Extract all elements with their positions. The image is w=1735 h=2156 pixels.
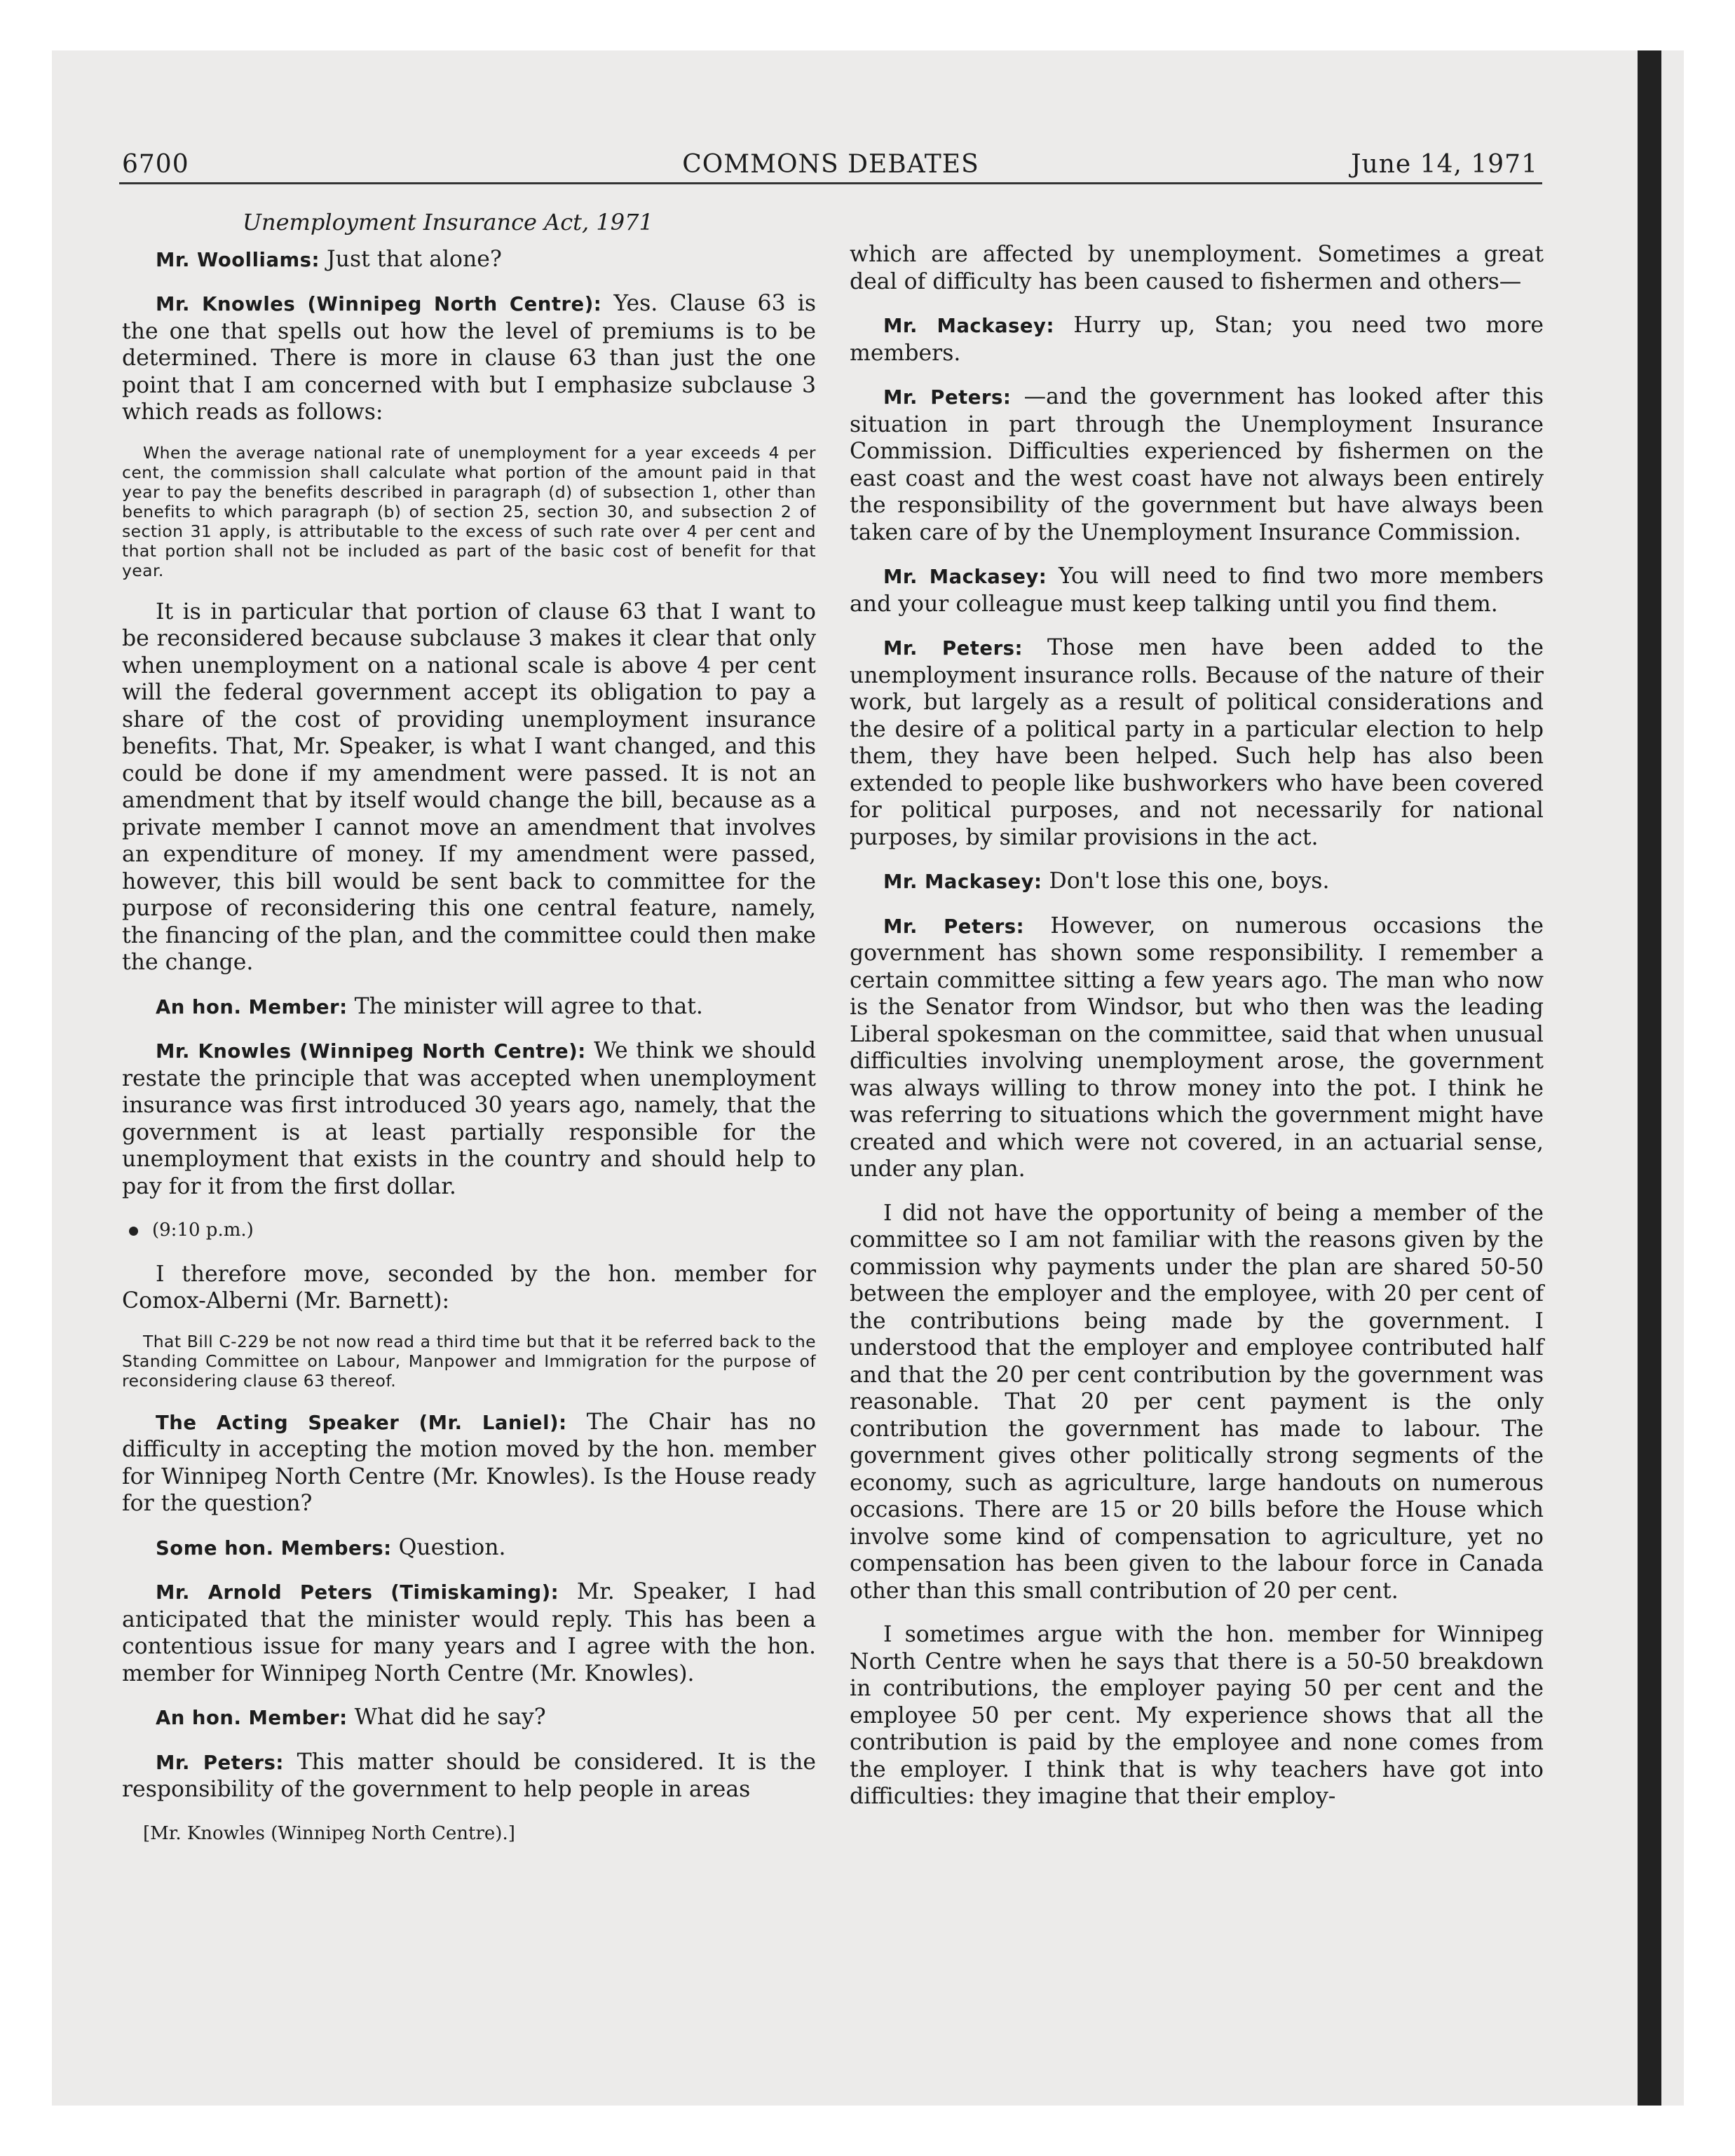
speech-text: However, on numerous occasions the government has shown some responsibility. I remember a certain committee sitting a few years ago. The man who now is the Senator from Windsor, but who then was the leading Liberal spokesman on the committee, said that when unusual difficulties involving unemployment arose, the government was always willing to throw money into the pot. I think he was referring to situations which the government might have created and which were not covered, in an actuarial sense, under any plan. [850, 913, 1544, 1182]
time-text: (9:10 p.m.) [152, 1220, 254, 1241]
speaker-name: Mr. Arnold Peters (Timiskaming): [156, 1581, 559, 1604]
speech-text: Those men have been added to the unemployment insurance rolls. Because of the nature of their work, but largely as a result of political considerations and the desire of a political party in a particular election to help them, they have been helped. Such help has also been extended to people like bushworkers who have been covered for political purposes, and not necessarily for national purposes, by similar provisions in the act. [850, 635, 1544, 850]
page-number: 6700 [122, 150, 189, 179]
speech-paragraph: which are affected by unemployment. Sometimes a great deal of difficulty has been caused to fishermen and others— [850, 242, 1544, 294]
speech-paragraph [850, 868, 1544, 896]
speech-paragraph [122, 246, 816, 274]
speaker-name: Mr. Peters: [883, 915, 1025, 938]
speech-paragraph: It is in particular that portion of clause 63 that I want to be reconsidered because subclause 3 makes it clear that only when unemployment on a national scale is above 4 per cent will the federal government accept its obligation to pay a share of the cost of providing unemployment insurance benefits. That, Mr. Speaker, is what I want changed, and this could be done if my amendment were passed. It is not an amendment that by itself would change the bill, because as a private member I cannot move an amendment that involves an expenditure of money. If my amendment were passed, however, this bill would be sent back to committee for the purpose of reconsidering this one central feature, namely, the financing of the plan, and the committee could then make the change. [122, 599, 816, 975]
speech-text: We think we should restate the principle that was accepted when unemployment insurance was first introduced 30 years ago, namely, that the government is at least partially responsible for the unemployment that exists in the country and should help to pay for it from the first dollar. [122, 1038, 816, 1199]
speaker-name: Mr. Mackasey: [883, 566, 1047, 588]
speech-paragraph: I therefore move, seconded by the hon. member for Comox-Alberni (Mr. Barnett): [122, 1261, 816, 1314]
speech-paragraph [850, 383, 1544, 546]
speaker-name: Mr. Peters: [156, 1751, 284, 1774]
time-marker [122, 1217, 816, 1244]
speaker-name: Mr. Knowles (Winnipeg North Centre): [156, 1040, 586, 1063]
speech-text: What did he say? [347, 1705, 546, 1730]
speech-text: Yes. Clause 63 is the one that spells out how the level of premiums is to be determined. There is more in clause 63 than just the one point that I am concerned with but I emphasize subclause 3 which reads as follows: [122, 291, 816, 425]
speaker-name: The Acting Speaker (Mr. Laniel): [156, 1411, 567, 1434]
speaker-reference-footer: [Mr. Knowles (Winnipeg North Centre).] [143, 1822, 515, 1844]
speaker-name: Mr. Peters: [883, 386, 1012, 409]
speaker-name: Some hon. Members: [156, 1536, 392, 1560]
motion-text: That Bill C-229 be not now read a third time but that it be referred back to the Standing Committee on Labour, Manpower and Immigration for the purpose of reconsidering clause 63 thereof. [122, 1331, 816, 1391]
speech-text: This matter should be considered. It is the responsibility of the government to help people in areas [122, 1749, 816, 1802]
page-header [119, 144, 1542, 184]
speech-paragraph [122, 1578, 816, 1687]
speech-text: You will need to find two more members and your colleague must keep talking until you find them. [850, 564, 1544, 617]
speech-paragraph [850, 913, 1544, 1183]
bullet-icon [129, 1227, 138, 1236]
speaker-name: Mr. Knowles (Winnipeg North Centre): [156, 293, 602, 315]
speech-paragraph [122, 1749, 816, 1803]
publication-title: COMMONS DEBATES [682, 150, 979, 179]
speech-text: Don't lose this one, boys. [1042, 868, 1330, 894]
speaker-name: An hon. Member: [156, 995, 348, 1018]
speech-paragraph [122, 1037, 816, 1200]
section-title: Unemployment Insurance Act, 1971 [243, 209, 653, 236]
speech-paragraph [850, 634, 1544, 851]
speaker-name: Mr. Woolliams: [156, 248, 320, 271]
scan-edge-bar [1638, 50, 1661, 2106]
right-column [850, 241, 1544, 1827]
speech-paragraph [850, 312, 1544, 367]
speech-text: Mr. Speaker, I had anticipated that the minister would reply. This has been a contentious issue for many years and I agree with the hon. member for Winnipeg North Centre (Mr. Knowles). [122, 1579, 816, 1686]
speech-paragraph: I sometimes argue with the hon. member for Winnipeg North Centre when he says that there is a 50-50 breakdown in contributions, the employer paying 50 per cent and the employee 50 per cent. My experience shows that all the contribution is paid by the employee and none comes from the employer. I think that is why teachers have got into difficulties: they imagine that their employ- [850, 1622, 1544, 1809]
left-column [122, 209, 816, 1864]
speech-text: —and the government has looked after this situation in part through the Unemployment Insurance Commission. Difficulties experienced by fishermen on the east coast and the west coast have not always been entirely the responsibility of the government but have always been taken care of by the Unemployment Insurance Commission. [850, 384, 1544, 545]
speaker-name: Mr. Mackasey: [883, 871, 1042, 893]
speech-paragraph [122, 1409, 816, 1517]
quoted-clause: When the average national rate of unemployment for a year exceeds 4 per cent, the commission shall calculate what portion of the amount paid in that year to pay the benefits described in paragraph (d) of subsection 1, other than benefits to which paragraph (b) of section 25, section 30, and subsection 2 of section 31 apply, is attributable to the excess of such rate over 4 per cent and that portion shall not be included as part of the basic cost of benefit for that year. [122, 442, 816, 580]
speaker-name: An hon. Member: [156, 1707, 348, 1729]
speech-paragraph: I did not have the opportunity of being a member of the committee so I am not familiar with the reasons given by the commission why payments under the plan are shared 50-50 between the employer and the employee, with 20 per cent of the contributions being made by the government. I understood that the employer and employee contributed half and that the 20 per cent contribution by the government was reasonable. That 20 per cent payment is the only contribution the government has made to labour. The government gives other politically strong segments of the economy, such as agriculture, large handouts on numerous occasions. There are 15 or 20 bills before the House which involve some kind of compensation to agriculture, yet no compensation has been given to the labour force in Canada other than this small contribution of 20 per cent. [850, 1200, 1544, 1604]
speech-text: Question. [391, 1534, 506, 1560]
speech-paragraph [122, 290, 816, 426]
speaker-name: Mr. Peters: [883, 637, 1023, 660]
speech-text: Hurry up, Stan; you need two more members. [850, 313, 1544, 366]
speech-paragraph [122, 1704, 816, 1732]
page-date: June 14, 1971 [1351, 150, 1538, 179]
speech-paragraph [122, 1534, 816, 1562]
speech-paragraph [850, 563, 1544, 618]
speech-paragraph [122, 993, 816, 1021]
speech-text: The Chair has no difficulty in accepting the motion moved by the hon. member for Winnipeg North Centre (Mr. Knowles). Is the House ready for the question? [122, 1409, 816, 1516]
speech-text: Just that alone? [320, 246, 502, 272]
speaker-name: Mr. Mackasey: [883, 315, 1054, 337]
speech-text: The minister will agree to that. [347, 993, 703, 1019]
